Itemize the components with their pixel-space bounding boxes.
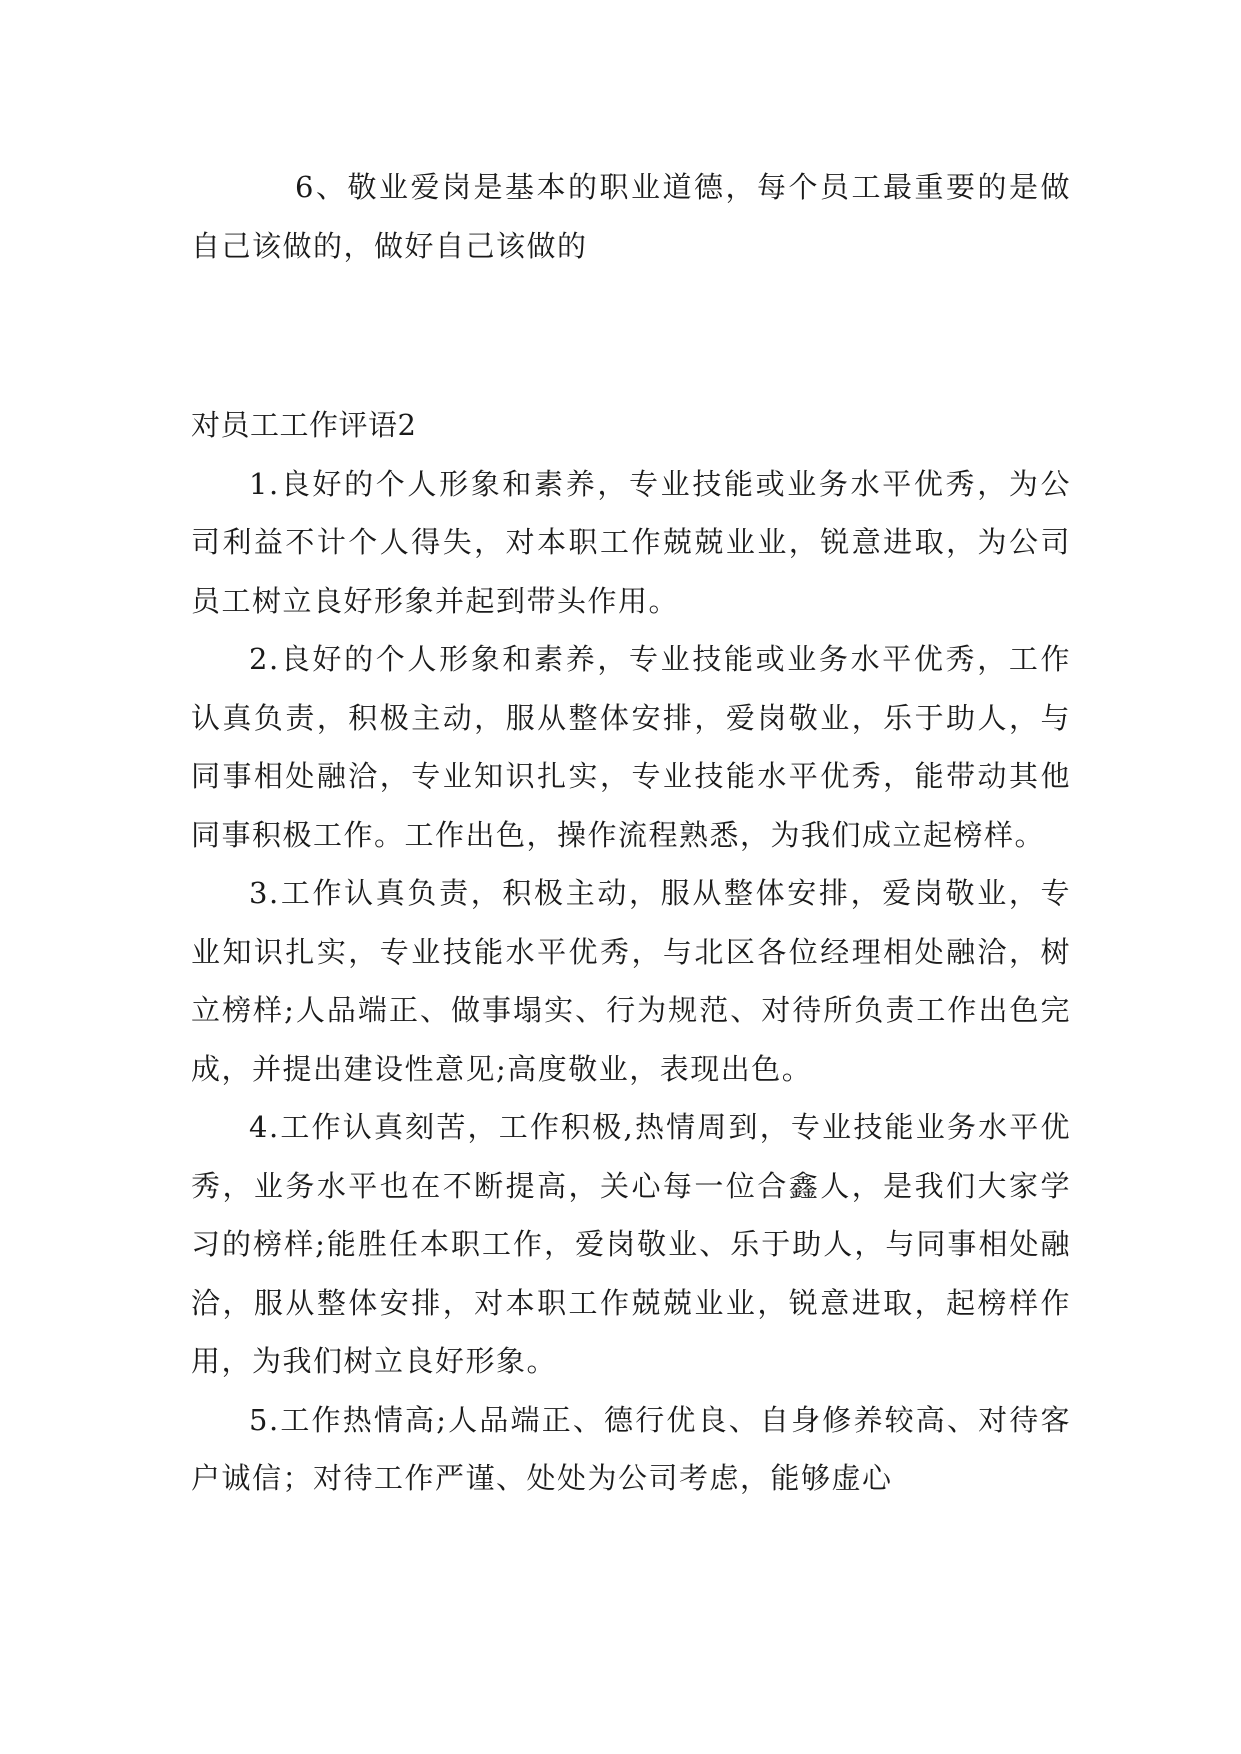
paragraph-2: 2.良好的个人形象和素养，专业技能或业务水平优秀，工作认真负责，积极主动，服从整体安排，爱岗敬业，乐于助人，与同事相处融洽，专业知识扎实，专业技能水平优秀，能带动其他同事积极工作。工作出色，操作流程熟悉，为我们成立起榜样。 bbox=[191, 642, 1071, 852]
paragraph-3: 3.工作认真负责，积极主动，服从整体安排，爱岗敬业，专业知识扎实，专业技能水平优秀，与北区各位经理相处融洽，树立榜样;人品端正、做事塌实、行为规范、对待所负责工作出色完成，并提出建设性意见;高度敬业，表现出色。 bbox=[191, 876, 1071, 1086]
paragraph-4: 4.工作认真刻苦，工作积极,热情周到，专业技能业务水平优秀，业务水平也在不断提高，关心每一位合鑫人，是我们大家学习的榜样;能胜任本职工作，爱岗敬业、乐于助人，与同事相处融洽，服从整体安排，对本职工作兢兢业业，锐意进取，起榜样作用，为我们树立良好形象。 bbox=[191, 1110, 1071, 1378]
section-title: 对员工工作评语2 bbox=[191, 408, 417, 442]
intro-block bbox=[191, 158, 1071, 275]
intro-paragraph: 6、敬业爱岗是基本的职业道德，每个员工最重要的是做自己该做的，做好自己该做的 bbox=[191, 170, 1071, 263]
main-block bbox=[191, 396, 1071, 1508]
paragraph-1: 1.良好的个人形象和素养，专业技能或业务水平优秀，为公司利益不计个人得失，对本职工作兢兢业业，锐意进取，为公司员工树立良好形象并起到带头作用。 bbox=[191, 466, 1071, 618]
paragraph-5: 5.工作热情高;人品端正、德行优良、自身修养较高、对待客户诚信；对待工作严谨、处处为公司考虑，能够虚心 bbox=[191, 1402, 1071, 1495]
